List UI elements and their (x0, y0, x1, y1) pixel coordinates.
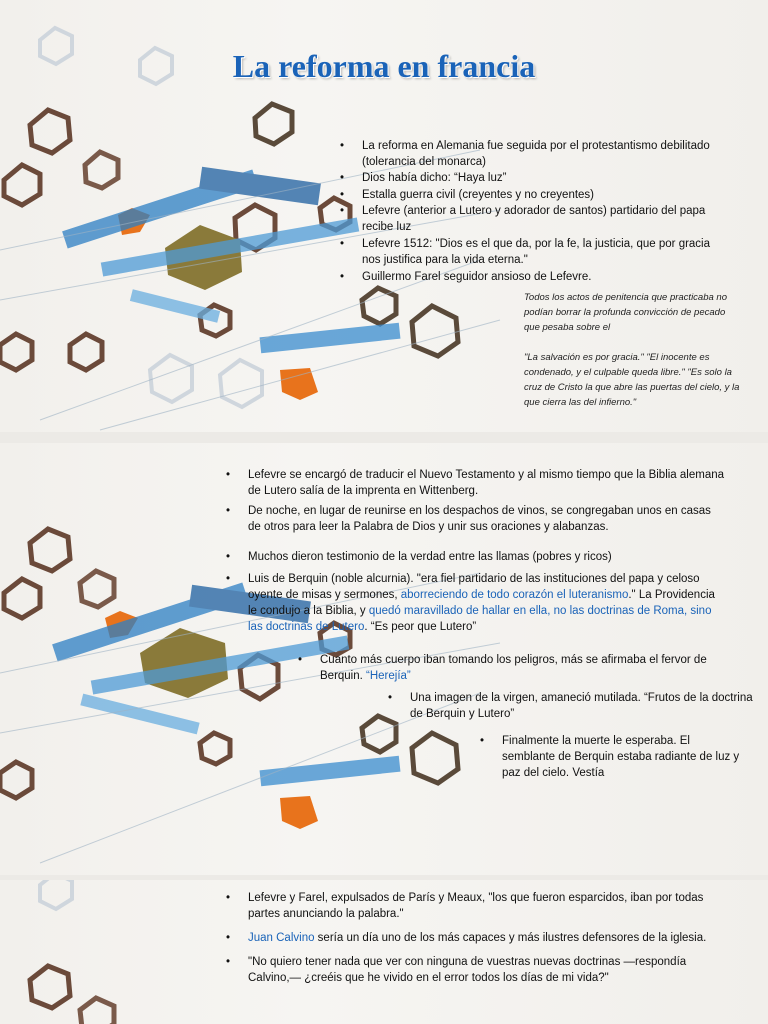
berquin-text: ." La Providencia le condujo a la Biblia, y (248, 589, 715, 617)
slide-2-sub-list (298, 652, 728, 684)
side-note-penitence: Todos los actos de penitencia que practicaba no podían borrar la profunda convicción de pecado que pesaba sobre el (524, 292, 727, 333)
list-item: • Una imagen de la virgen, amaneció mutilada. “Frutos de la doctrina de Berquin y Lutero” (388, 690, 768, 722)
list-item: • Lefevre se encargó de traducir el Nuevo Testamento y al mismo tiempo que la Biblia alemana de Lutero salía de la imprenta en Wittenberg. (226, 467, 726, 499)
fervor-text: Cuanto más cuerpo iban tomando los peligros, más se afirmaba el fervor de Berquin. (320, 654, 707, 682)
slide-2-sub-list-2 (388, 690, 768, 722)
highlight-text: quedó maravillado de hallar en ella, no las doctrinas de Roma, sino las doctrinas de Lutero (248, 605, 712, 633)
berquin-text: . “Es peor que Lutero” (364, 621, 477, 633)
slide-3 (0, 880, 768, 1024)
slide-1 (0, 0, 768, 432)
calvino-text: sería un día uno de los más capaces y más ilustres defensores de la iglesia. (314, 932, 707, 944)
highlight-text: “Herejía” (366, 670, 411, 682)
list-item (298, 652, 728, 684)
page-title: La reforma en francia (232, 48, 536, 84)
list-item: • Lefevre 1512: "Dios es el que da, por la fe, la justicia, que por gracia nos justifica para la vida eterna." (340, 237, 730, 268)
list-item: • Finalmente la muerte le esperaba. El semblante de Berquin estaba radiante de luz y paz del cielo. Vestía (480, 733, 740, 781)
slide-1-bullet-list (340, 139, 730, 287)
slide-3-bullet-list (226, 890, 726, 986)
slide-2-bullet-list (226, 467, 726, 635)
list-item: • Dios había dicho: “Haya luz” (340, 171, 730, 187)
list-item: • De noche, en lugar de reunirse en los despachos de vinos, se congregaban unos en casas de otros para leer la Palabra de Dios y unir sus oraciones y alabanzas. (226, 503, 726, 535)
side-note-salvation: "La salvación es por gracia." "El inocente es condenado, y el culpable queda libre." "Es solo la cruz de Cristo la que abre las puertas del cielo, y la que cierra las del infierno." (524, 352, 740, 408)
list-item: • "No quiero tener nada que ver con ninguna de vuestras nuevas doctrinas —respondía Calvino,— ¿creéis que he vivido en el error todos los días de mi vida?" (226, 954, 726, 986)
berquin-text: Luis de Berquin (noble alcurnia). "era fiel partidario de las instituciones del papa y celoso oyente de misas y sermones, (248, 573, 700, 601)
list-item: • Estalla guerra civil (creyentes y no creyentes) (340, 188, 730, 204)
list-item: • Muchos dieron testimonio de la verdad entre las llamas (pobres y ricos) (226, 549, 726, 565)
list-item (226, 571, 726, 635)
list-item: • Lefevre y Farel, expulsados de París y Meaux, "los que fueron esparcidos, iban por todas partes anunciando la palabra." (226, 890, 726, 922)
list-item (226, 930, 726, 946)
decorative-hexagon-art (0, 880, 240, 1024)
list-item: • Guillermo Farel seguidor ansioso de Lefevre. (340, 270, 730, 286)
slide-2 (0, 443, 768, 875)
highlight-text: Juan Calvino (248, 932, 315, 944)
list-item: • Lefevre (anterior a Lutero y adorador de santos) partidario del papa recibe luz (340, 204, 730, 235)
highlight-text: aborreciendo de todo corazón el luteranismo (400, 589, 629, 601)
list-item: • La reforma en Alemania fue seguida por el protestantismo debilitado (tolerancia del monarca) (340, 139, 730, 170)
slide-2-sub-list-3 (480, 733, 740, 781)
